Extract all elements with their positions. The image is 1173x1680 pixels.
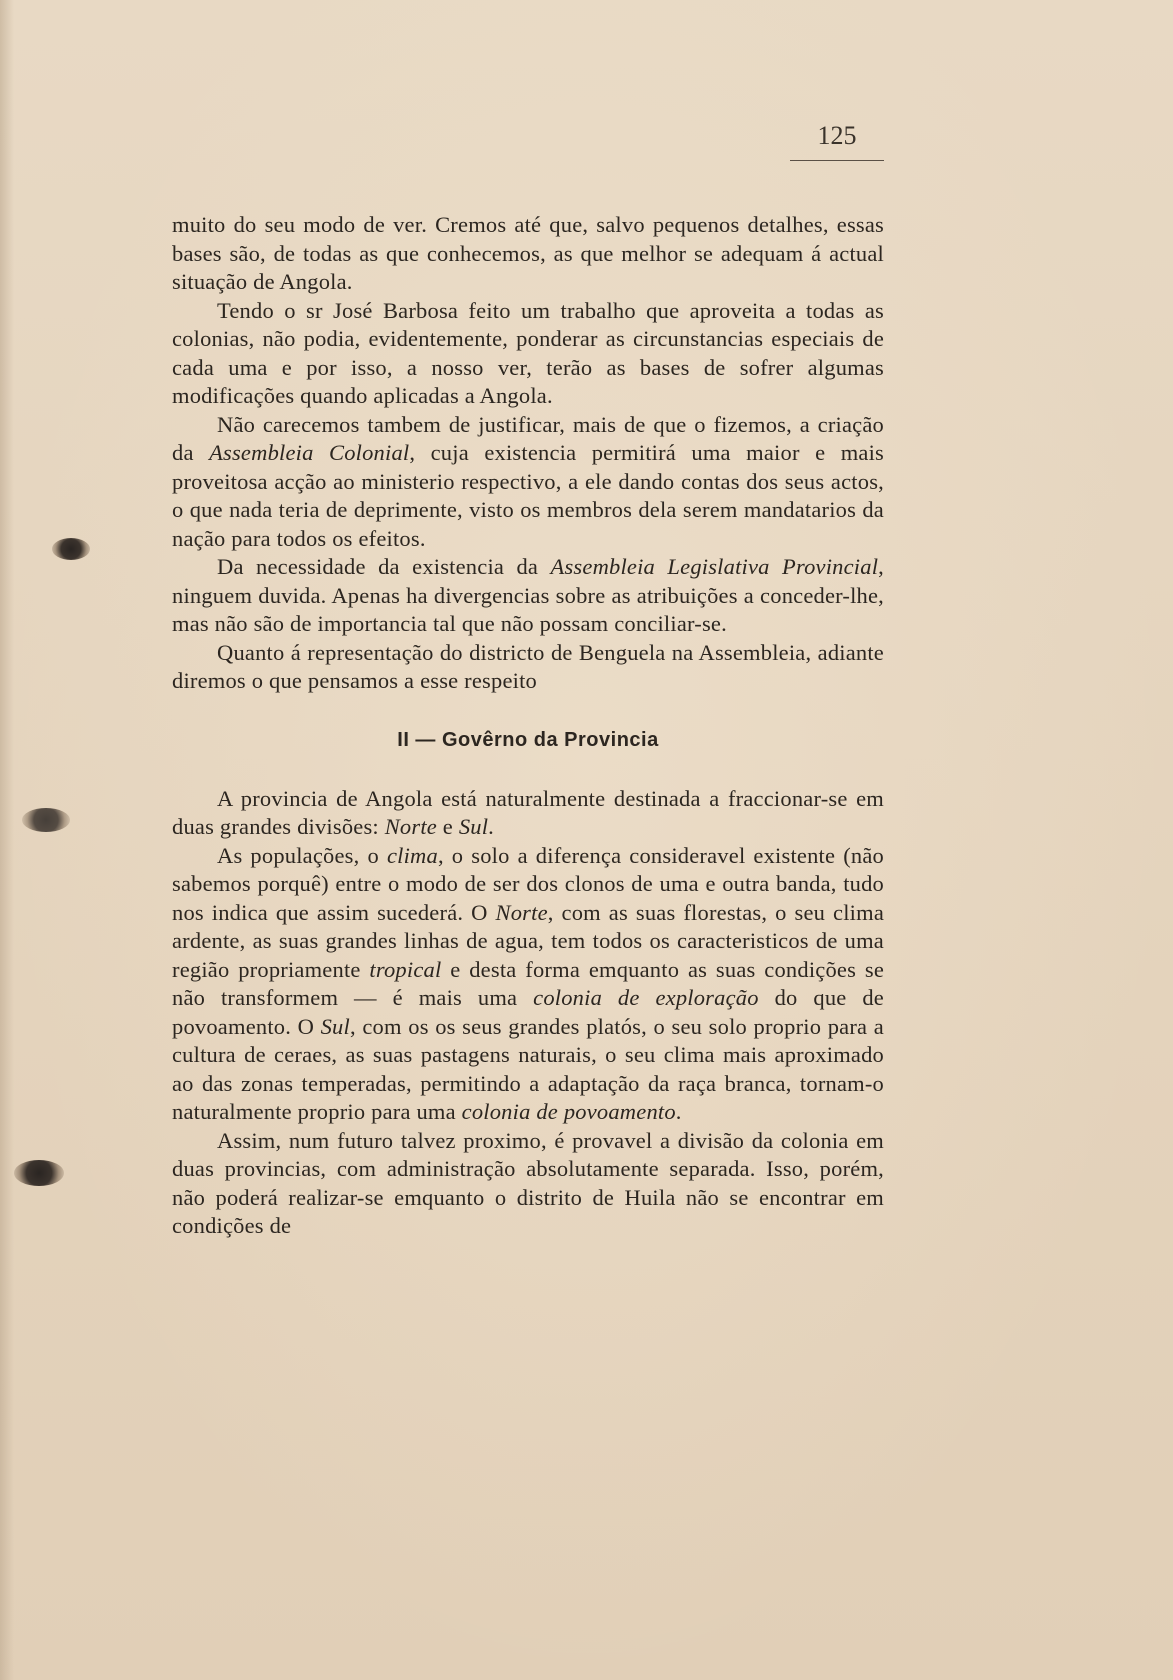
paragraph: [172, 211, 884, 297]
text-run: e: [436, 814, 459, 839]
text-run: Quanto á representação do districto de Benguela na Assembleia, adiante diremos o que pensamos a esse respeito: [172, 639, 884, 693]
italic-text: Norte: [384, 814, 437, 839]
text-run: Da necessidade da existencia da: [217, 554, 551, 579]
text-run: .: [675, 1099, 682, 1124]
page-number: 125: [817, 121, 857, 150]
text-run: A provincia de Angola está naturalmente destinada a fraccionar-se em duas grandes divisões:: [172, 785, 884, 839]
italic-text: Assembleia Legislativa Provincial: [550, 554, 879, 579]
paragraph: [172, 785, 884, 842]
italic-text: colonia de exploração: [533, 985, 759, 1010]
text-run: Assim, num futuro talvez proximo, é provavel a divisão da colonia em duas provincias, com administração absolutamente separada. Isso, porém, não poderá realizar-se emquanto o distrito de Huila não se encontrar em condições de: [172, 1127, 884, 1238]
text-run: , com as suas florestas, o seu clima ardente, as suas grandes linhas de agua, tem todos os caracteristicos de uma região propriamente: [172, 899, 885, 982]
paragraph: [172, 553, 884, 639]
italic-text: tropical: [369, 956, 442, 982]
body-text: [172, 211, 884, 1241]
italic-text: colonia de povoamento: [461, 1099, 676, 1124]
paragraph: [172, 639, 884, 696]
paragraphs-top: [172, 211, 884, 696]
paragraph: [172, 1127, 884, 1241]
paragraph: [172, 411, 884, 554]
text-run: , com os os seus grandes platós, o seu solo proprio para a cultura de ceraes, as suas pastagens naturais, o seu clima mais aproximado ao das zonas temperadas, permitindo a adaptação da raça branca, tornam-o naturalmente proprio para uma: [172, 1013, 884, 1124]
text-run: e desta forma emquanto as suas condições se não transformem — é mais uma: [172, 956, 885, 1010]
italic-text: Sul: [458, 814, 489, 839]
text-run: Tendo o sr José Barbosa feito um trabalho que aproveita a todas as colonias, não podia, evidentemente, ponderar as circunstancias especiais de cada uma e por isso, a nosso ver, terão as bases de sofrer algumas modificações quando aplicadas a Angola.: [172, 297, 884, 408]
text-run: muito do seu modo de ver. Cremos até que, salvo pequenos detalhes, essas bases são, de todas as que conhecemos, as que melhor se adequam á actual situação de Angola.: [172, 212, 884, 294]
text-run: do que de povoamento. O: [172, 985, 884, 1039]
italic-text: Sul: [320, 1013, 350, 1039]
binding-hole: [22, 808, 70, 832]
text-run: As populações, o: [217, 842, 387, 868]
page-number-underline: [790, 160, 884, 161]
italic-text: Norte: [495, 899, 548, 925]
text-run: .: [488, 814, 494, 839]
binding-hole: [52, 538, 90, 560]
paragraphs-bottom: [172, 785, 884, 1241]
text-run: , o solo a diferença consideravel existente (não sabemos porquê) entre o modo de ser dos clonos de uma e outra banda, tudo nos indica que assim sucederá. O: [172, 842, 884, 925]
paragraph: [172, 842, 884, 1127]
text-run: , cuja existencia permitirá uma maior e mais proveitosa acção ao ministerio respectivo, a ele dando contas dos seus actos, o que nada teria de deprimente, visto os membros dela serem mandatarios da nação para todos os efeitos.: [172, 440, 884, 551]
text-run: , ninguem duvida. Apenas ha divergencias sobre as atribuições a conceder-lhe, mas não são de importancia tal que não possam conciliar-se.: [172, 554, 884, 636]
binding-hole: [14, 1160, 64, 1186]
section-heading: II — Govêrno da Provincia: [397, 728, 659, 751]
page-binding-edge: [0, 0, 14, 1680]
italic-text: Assembleia Colonial: [209, 440, 410, 465]
italic-text: clima: [386, 842, 438, 868]
text-run: Não carecemos tambem de justificar, mais de que o fizemos, a criação da: [172, 411, 884, 465]
paragraph: [172, 297, 884, 411]
